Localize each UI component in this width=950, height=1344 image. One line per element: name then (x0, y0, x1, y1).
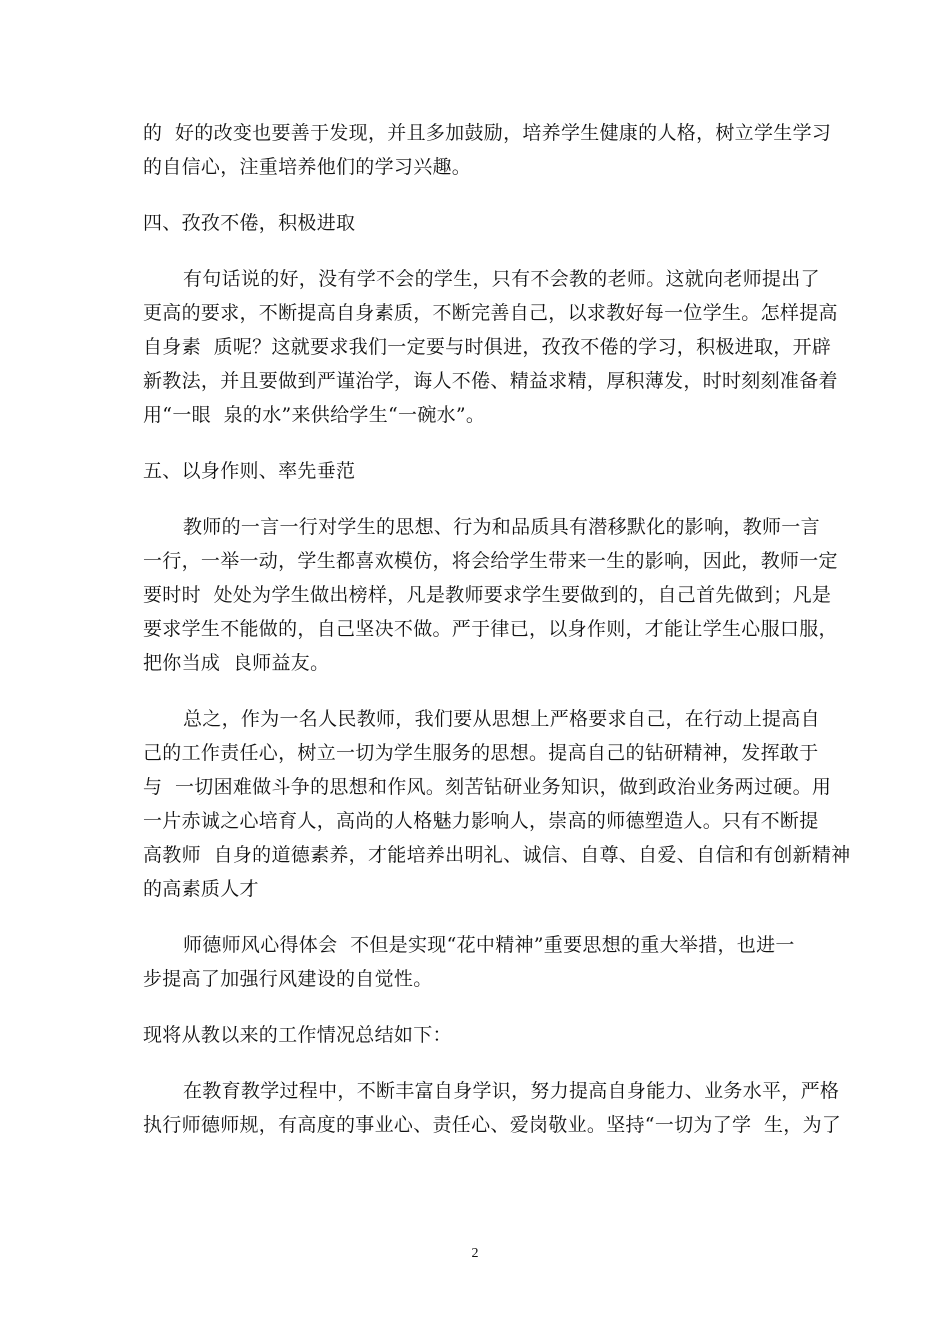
text-line: 在教育教学过程中，不断丰富自身学识，努力提高自身能力、业务水平，严格 (183, 1080, 840, 1102)
paragraph-continuation (143, 116, 832, 184)
paragraph-teaching (143, 1074, 842, 1142)
text-line: 的自信心，注重培养他们的学习兴趣。 (143, 156, 472, 178)
page-number: 2 (471, 1246, 479, 1261)
work-summary-intro (143, 1018, 807, 1052)
text-line: 一片赤诚之心培育人，高尚的人格魅力影响人，崇高的师德塑造人。只有不断提 (143, 810, 819, 832)
heading-text: 现将从教以来的工作情况总结如下： (143, 1024, 452, 1046)
text-line: 用“一眼 泉的水”来供给学生“一碗水”。 (143, 404, 486, 426)
text-line: 一行，一举一动，学生都喜欢模仿，将会给学生带来一生的影响，因此，教师一定 (143, 550, 838, 572)
text-line: 教师的一言一行对学生的思想、行为和品质具有潜移默化的影响，教师一言 (183, 516, 820, 538)
text-line: 要时时 处处为学生做出榜样，凡是教师要求学生要做到的，自己首先做到；凡是 (143, 584, 832, 606)
text-line: 更高的要求，不断提高自身素质，不断完善自己，以求教好每一位学生。怎样提高 (143, 302, 838, 324)
text-line: 新教法，并且要做到严谨治学，诲人不倦、精益求精，厚积薄发，时时刻刻准备着 (143, 370, 838, 392)
text-line: 己的工作责任心，树立一切为学生服务的思想。提高自己的钻研精神，发挥敢于 (143, 742, 819, 764)
text-line: 自身素 质呢？这就要求我们一定要与时俱进，孜孜不倦的学习，积极进取，开辟 (143, 336, 832, 358)
text-line: 与 一切困难做斗争的思想和作风。刻苦钻研业务知识，做到政治业务两过硬。用 (143, 776, 832, 798)
paragraph-example (143, 510, 838, 680)
text-line: 的 好的改变也要善于发现，并且多加鼓励，培养学生健康的人格，树立学生学习 (143, 122, 832, 144)
paragraph-diligence (143, 262, 838, 432)
text-line: 总之，作为一名人民教师，我们要从思想上严格要求自己，在行动上提高自 (183, 708, 820, 730)
text-line: 把你当成 良师益友。 (143, 652, 330, 674)
paragraph-summary (143, 702, 851, 906)
heading-text: 五、以身作则、率先垂范 (143, 460, 356, 482)
text-line: 要求学生不能做的，自己坚决不做。严于律已，以身作则，才能让学生心服口服， (143, 618, 838, 640)
heading-text: 四、孜孜不倦，积极进取 (143, 212, 356, 234)
document-body (143, 116, 851, 1164)
text-line: 高教师 自身的道德素养，才能培养出明礼、诚信、自尊、自爱、自信和有创新精神 (143, 844, 851, 866)
paragraph-experience (143, 928, 807, 996)
text-line: 执行师德师规，有高度的事业心、责任心、爱岗敬业。坚持“一切为了学 生，为了 (143, 1114, 842, 1136)
text-line: 有句话说的好，没有学不会的学生，只有不会教的老师。这就向老师提出了 (183, 268, 820, 290)
text-line: 步提高了加强行风建设的自觉性。 (143, 968, 433, 990)
section-heading-5 (143, 454, 807, 488)
text-line: 的高素质人才 (143, 878, 259, 900)
section-heading-4 (143, 206, 807, 240)
text-line: 师德师风心得体会 不但是实现“花中精神”重要思想的重大举措，也进一 (183, 934, 795, 956)
